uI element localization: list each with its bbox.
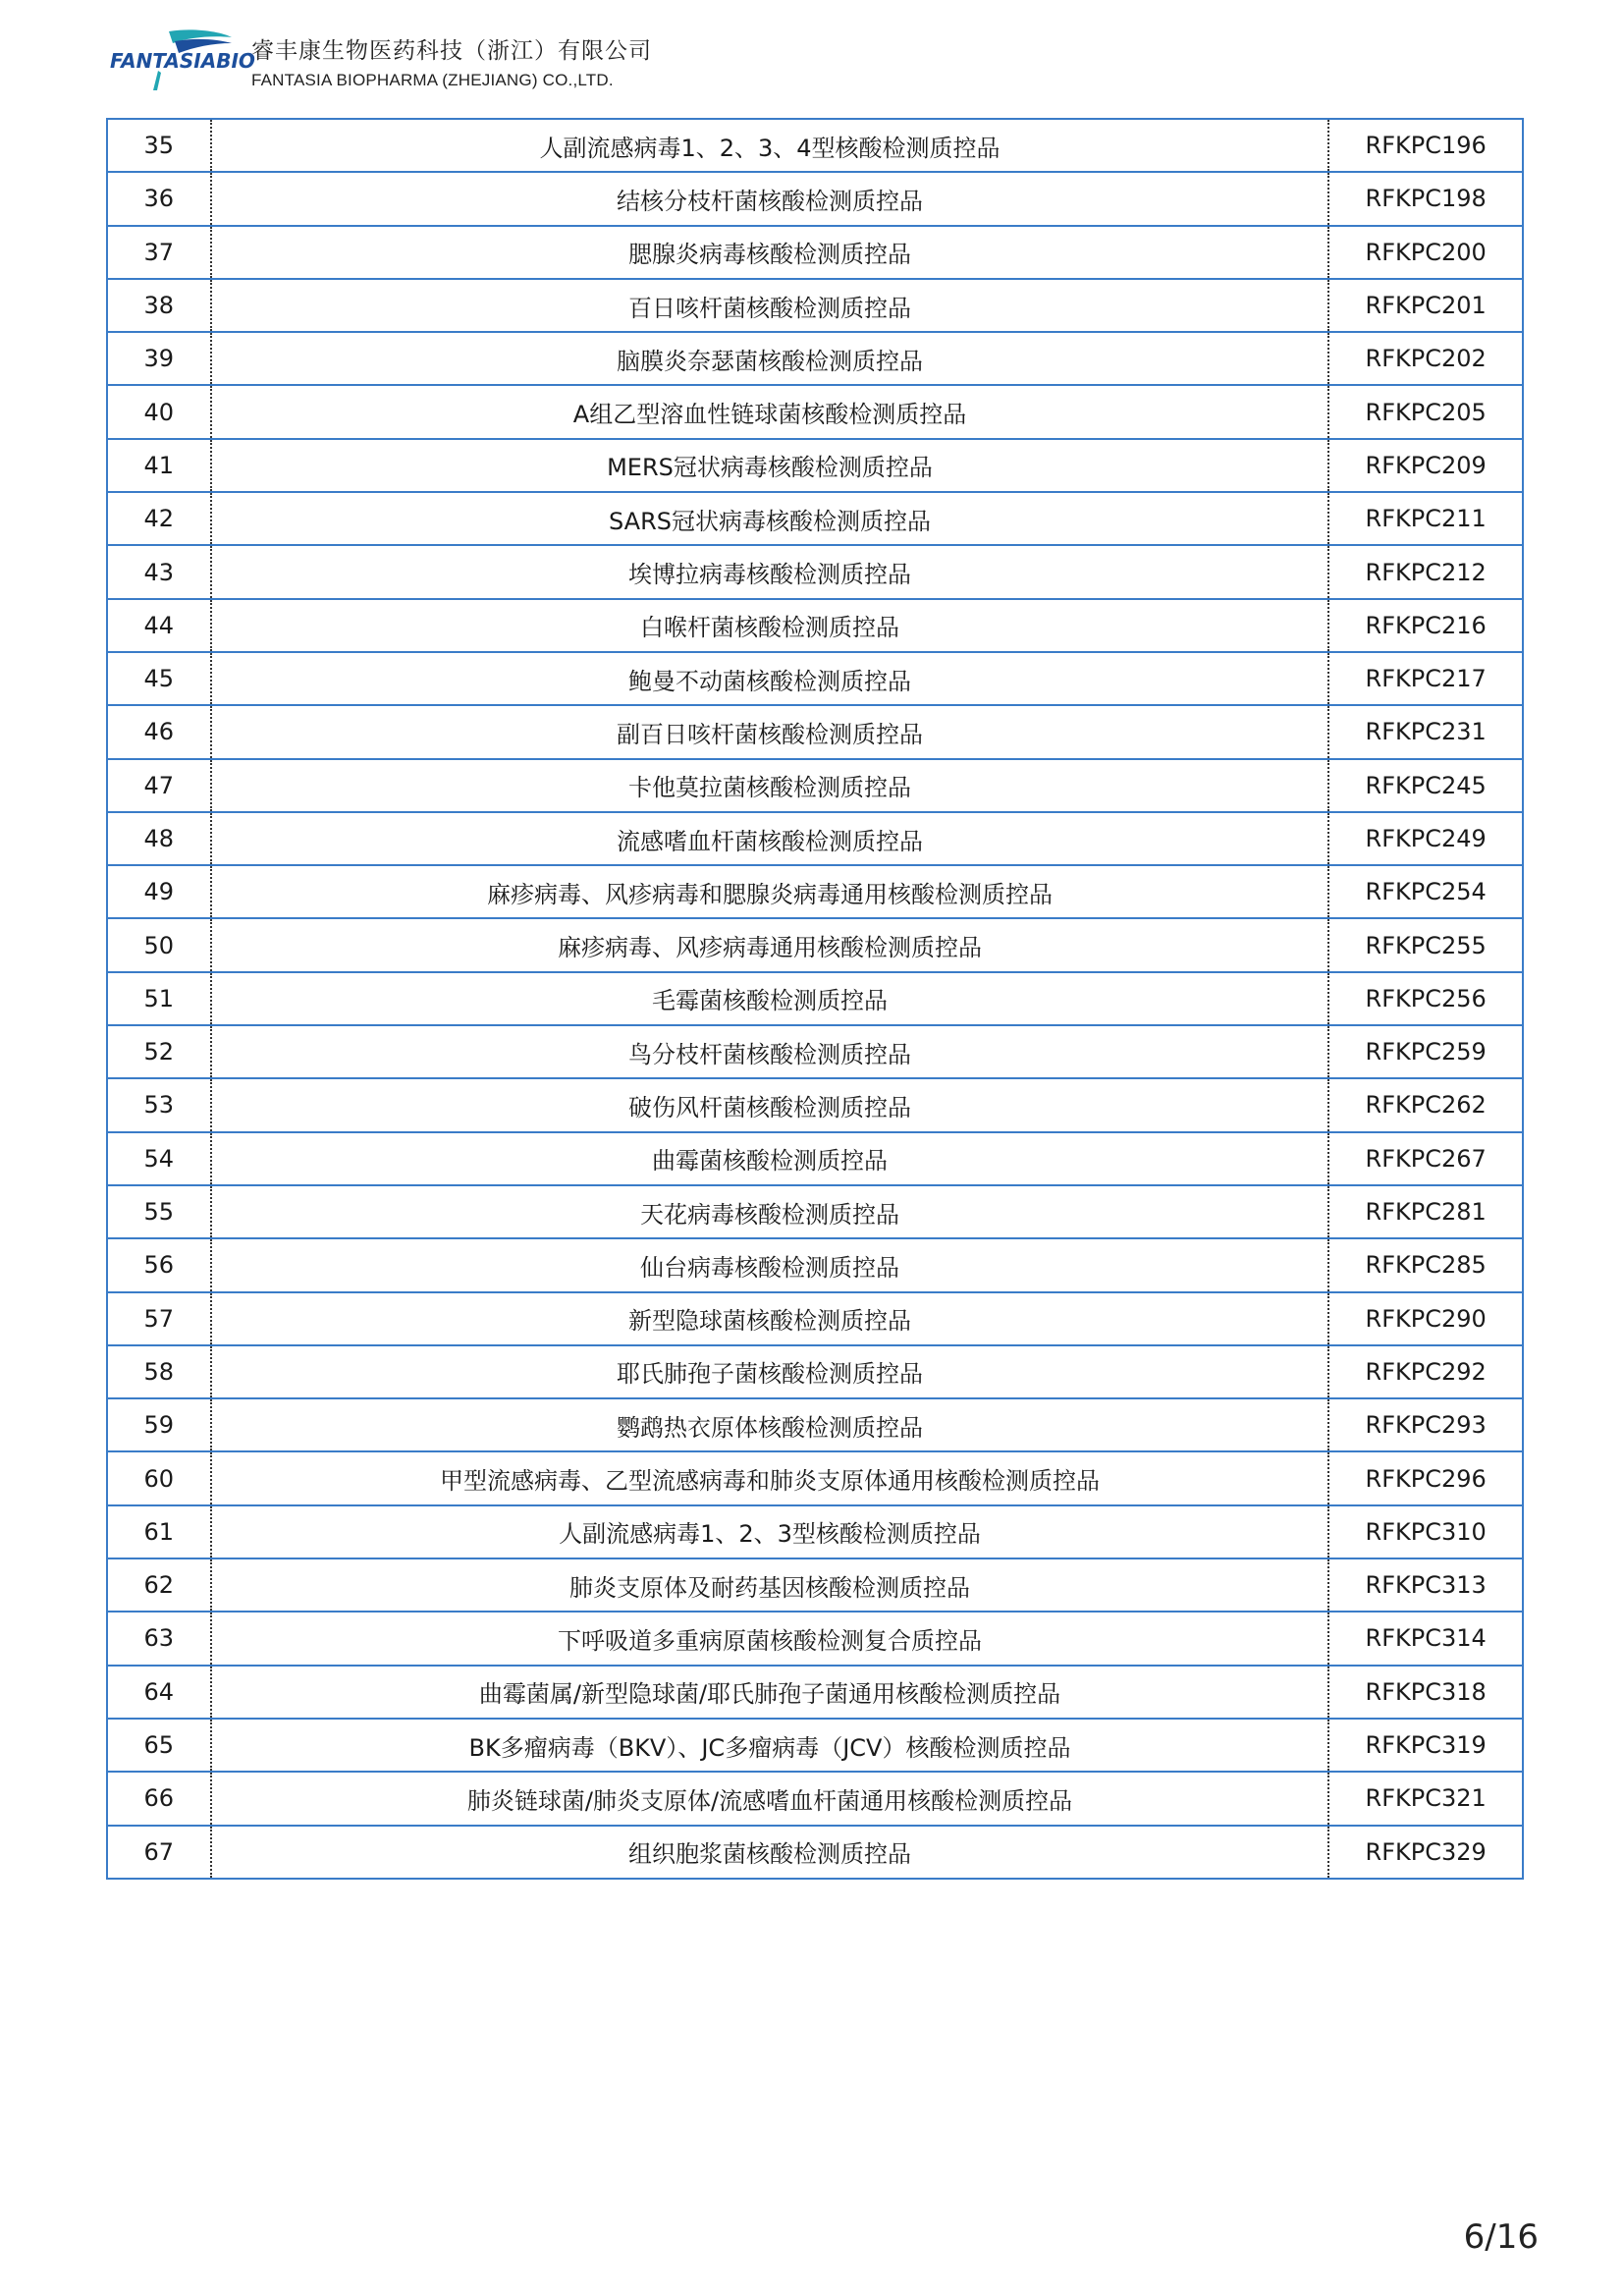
table-row bbox=[107, 599, 1523, 652]
page-number: 6/16 bbox=[1463, 2217, 1539, 2257]
product-code-cell: RFKPC313 bbox=[1328, 1558, 1523, 1612]
table-row bbox=[107, 1185, 1523, 1238]
row-number-cell: 50 bbox=[107, 918, 211, 971]
product-name-cell: 曲霉菌属/新型隐球菌/耶氏肺孢子菌通用核酸检测质控品 bbox=[211, 1666, 1329, 1719]
row-number-cell: 58 bbox=[107, 1345, 211, 1398]
product-name-cell: 结核分枝杆菌核酸检测质控品 bbox=[211, 172, 1329, 225]
product-code-cell: RFKPC256 bbox=[1328, 972, 1523, 1025]
company-logo bbox=[110, 27, 255, 98]
row-number-cell: 56 bbox=[107, 1238, 211, 1291]
product-code-cell: RFKPC318 bbox=[1328, 1666, 1523, 1719]
product-code-cell: RFKPC200 bbox=[1328, 226, 1523, 279]
row-number-cell: 53 bbox=[107, 1078, 211, 1131]
product-code-cell: RFKPC329 bbox=[1328, 1826, 1523, 1879]
product-name-cell: 鹦鹉热衣原体核酸检测质控品 bbox=[211, 1398, 1329, 1451]
product-code-cell: RFKPC209 bbox=[1328, 439, 1523, 492]
product-name-cell: 仙台病毒核酸检测质控品 bbox=[211, 1238, 1329, 1291]
row-number-cell: 41 bbox=[107, 439, 211, 492]
row-number-cell: 51 bbox=[107, 972, 211, 1025]
row-number-cell: 39 bbox=[107, 332, 211, 385]
table-row bbox=[107, 1772, 1523, 1825]
row-number-cell: 43 bbox=[107, 545, 211, 598]
row-number-cell: 61 bbox=[107, 1505, 211, 1558]
row-number-cell: 62 bbox=[107, 1558, 211, 1612]
table-row bbox=[107, 119, 1523, 172]
product-name-cell: 破伤风杆菌核酸检测质控品 bbox=[211, 1078, 1329, 1131]
table-row bbox=[107, 1238, 1523, 1291]
table-row bbox=[107, 1451, 1523, 1504]
table-row bbox=[107, 1666, 1523, 1719]
product-code-cell: RFKPC216 bbox=[1328, 599, 1523, 652]
product-code-cell: RFKPC212 bbox=[1328, 545, 1523, 598]
product-name-cell: SARS冠状病毒核酸检测质控品 bbox=[211, 492, 1329, 545]
product-name-cell: 流感嗜血杆菌核酸检测质控品 bbox=[211, 812, 1329, 865]
table-row bbox=[107, 1292, 1523, 1345]
product-code-cell: RFKPC259 bbox=[1328, 1025, 1523, 1078]
product-code-cell: RFKPC231 bbox=[1328, 705, 1523, 758]
product-name-cell: A组乙型溶血性链球菌核酸检测质控品 bbox=[211, 385, 1329, 438]
table-row bbox=[107, 1505, 1523, 1558]
product-name-cell: 耶氏肺孢子菌核酸检测质控品 bbox=[211, 1345, 1329, 1398]
product-code-cell: RFKPC201 bbox=[1328, 279, 1523, 332]
row-number-cell: 48 bbox=[107, 812, 211, 865]
product-code-cell: RFKPC198 bbox=[1328, 172, 1523, 225]
product-name-cell: 鲍曼不动菌核酸检测质控品 bbox=[211, 652, 1329, 705]
product-name-cell: 人副流感病毒1、2、3型核酸检测质控品 bbox=[211, 1505, 1329, 1558]
table-row bbox=[107, 759, 1523, 812]
product-name-cell: 天花病毒核酸检测质控品 bbox=[211, 1185, 1329, 1238]
product-table-body bbox=[107, 119, 1523, 1879]
product-code-cell: RFKPC202 bbox=[1328, 332, 1523, 385]
table-row bbox=[107, 172, 1523, 225]
row-number-cell: 47 bbox=[107, 759, 211, 812]
product-name-cell: 埃博拉病毒核酸检测质控品 bbox=[211, 545, 1329, 598]
table-row bbox=[107, 226, 1523, 279]
row-number-cell: 54 bbox=[107, 1132, 211, 1185]
row-number-cell: 57 bbox=[107, 1292, 211, 1345]
table-row bbox=[107, 492, 1523, 545]
product-name-cell: 腮腺炎病毒核酸检测质控品 bbox=[211, 226, 1329, 279]
table-row bbox=[107, 865, 1523, 918]
row-number-cell: 49 bbox=[107, 865, 211, 918]
product-code-cell: RFKPC205 bbox=[1328, 385, 1523, 438]
row-number-cell: 64 bbox=[107, 1666, 211, 1719]
product-code-cell: RFKPC310 bbox=[1328, 1505, 1523, 1558]
table-row bbox=[107, 279, 1523, 332]
table-row bbox=[107, 1025, 1523, 1078]
page-header bbox=[110, 27, 652, 98]
product-code-cell: RFKPC211 bbox=[1328, 492, 1523, 545]
product-name-cell: 毛霉菌核酸检测质控品 bbox=[211, 972, 1329, 1025]
table-row bbox=[107, 1398, 1523, 1451]
table-row bbox=[107, 972, 1523, 1025]
product-name-cell: 百日咳杆菌核酸检测质控品 bbox=[211, 279, 1329, 332]
product-code-cell: RFKPC285 bbox=[1328, 1238, 1523, 1291]
table-row bbox=[107, 1719, 1523, 1772]
product-name-cell: 鸟分枝杆菌核酸检测质控品 bbox=[211, 1025, 1329, 1078]
product-name-cell: 人副流感病毒1、2、3、4型核酸检测质控品 bbox=[211, 119, 1329, 172]
product-code-cell: RFKPC217 bbox=[1328, 652, 1523, 705]
product-code-cell: RFKPC267 bbox=[1328, 1132, 1523, 1185]
product-code-cell: RFKPC281 bbox=[1328, 1185, 1523, 1238]
product-code-cell: RFKPC314 bbox=[1328, 1612, 1523, 1665]
product-name-cell: 麻疹病毒、风疹病毒和腮腺炎病毒通用核酸检测质控品 bbox=[211, 865, 1329, 918]
row-number-cell: 60 bbox=[107, 1451, 211, 1504]
company-name-en: FANTASIA BIOPHARMA (ZHEJIANG) CO.,LTD. bbox=[251, 70, 614, 89]
product-name-cell: 曲霉菌核酸检测质控品 bbox=[211, 1132, 1329, 1185]
row-number-cell: 67 bbox=[107, 1826, 211, 1879]
product-code-cell: RFKPC245 bbox=[1328, 759, 1523, 812]
product-code-cell: RFKPC249 bbox=[1328, 812, 1523, 865]
product-code-cell: RFKPC254 bbox=[1328, 865, 1523, 918]
row-number-cell: 42 bbox=[107, 492, 211, 545]
product-code-cell: RFKPC296 bbox=[1328, 1451, 1523, 1504]
table-row bbox=[107, 1345, 1523, 1398]
table-row bbox=[107, 1078, 1523, 1131]
product-name-cell: 脑膜炎奈瑟菌核酸检测质控品 bbox=[211, 332, 1329, 385]
table-row bbox=[107, 1132, 1523, 1185]
product-name-cell: 组织胞浆菌核酸检测质控品 bbox=[211, 1826, 1329, 1879]
product-code-cell: RFKPC321 bbox=[1328, 1772, 1523, 1825]
product-code-cell: RFKPC292 bbox=[1328, 1345, 1523, 1398]
row-number-cell: 36 bbox=[107, 172, 211, 225]
company-name-cn: 睿丰康生物医药科技（浙江）有限公司 bbox=[251, 37, 652, 64]
table-row bbox=[107, 439, 1523, 492]
row-number-cell: 65 bbox=[107, 1719, 211, 1772]
product-name-cell: 白喉杆菌核酸检测质控品 bbox=[211, 599, 1329, 652]
company-name-block bbox=[251, 32, 652, 90]
table-row bbox=[107, 545, 1523, 598]
row-number-cell: 38 bbox=[107, 279, 211, 332]
table-row bbox=[107, 1558, 1523, 1612]
table-row bbox=[107, 385, 1523, 438]
product-table bbox=[106, 118, 1524, 1880]
row-number-cell: 52 bbox=[107, 1025, 211, 1078]
product-name-cell: 卡他莫拉菌核酸检测质控品 bbox=[211, 759, 1329, 812]
table-row bbox=[107, 705, 1523, 758]
row-number-cell: 37 bbox=[107, 226, 211, 279]
row-number-cell: 40 bbox=[107, 385, 211, 438]
product-name-cell: 下呼吸道多重病原菌核酸检测复合质控品 bbox=[211, 1612, 1329, 1665]
row-number-cell: 66 bbox=[107, 1772, 211, 1825]
product-code-cell: RFKPC293 bbox=[1328, 1398, 1523, 1451]
product-code-cell: RFKPC290 bbox=[1328, 1292, 1523, 1345]
logo-wordmark: FANTASIABIO bbox=[110, 49, 255, 73]
product-code-cell: RFKPC319 bbox=[1328, 1719, 1523, 1772]
table-row bbox=[107, 1826, 1523, 1879]
product-name-cell: 副百日咳杆菌核酸检测质控品 bbox=[211, 705, 1329, 758]
row-number-cell: 46 bbox=[107, 705, 211, 758]
product-name-cell: 新型隐球菌核酸检测质控品 bbox=[211, 1292, 1329, 1345]
table-row bbox=[107, 652, 1523, 705]
row-number-cell: 45 bbox=[107, 652, 211, 705]
product-name-cell: 肺炎支原体及耐药基因核酸检测质控品 bbox=[211, 1558, 1329, 1612]
row-number-cell: 55 bbox=[107, 1185, 211, 1238]
row-number-cell: 59 bbox=[107, 1398, 211, 1451]
table-row bbox=[107, 918, 1523, 971]
table-row bbox=[107, 812, 1523, 865]
product-name-cell: BK多瘤病毒（BKV）、JC多瘤病毒（JCV）核酸检测质控品 bbox=[211, 1719, 1329, 1772]
product-code-cell: RFKPC255 bbox=[1328, 918, 1523, 971]
row-number-cell: 44 bbox=[107, 599, 211, 652]
product-code-cell: RFKPC262 bbox=[1328, 1078, 1523, 1131]
product-name-cell: 甲型流感病毒、乙型流感病毒和肺炎支原体通用核酸检测质控品 bbox=[211, 1451, 1329, 1504]
row-number-cell: 63 bbox=[107, 1612, 211, 1665]
product-name-cell: 麻疹病毒、风疹病毒通用核酸检测质控品 bbox=[211, 918, 1329, 971]
row-number-cell: 35 bbox=[107, 119, 211, 172]
product-name-cell: MERS冠状病毒核酸检测质控品 bbox=[211, 439, 1329, 492]
table-row bbox=[107, 1612, 1523, 1665]
product-name-cell: 肺炎链球菌/肺炎支原体/流感嗜血杆菌通用核酸检测质控品 bbox=[211, 1772, 1329, 1825]
table-row bbox=[107, 332, 1523, 385]
product-code-cell: RFKPC196 bbox=[1328, 119, 1523, 172]
